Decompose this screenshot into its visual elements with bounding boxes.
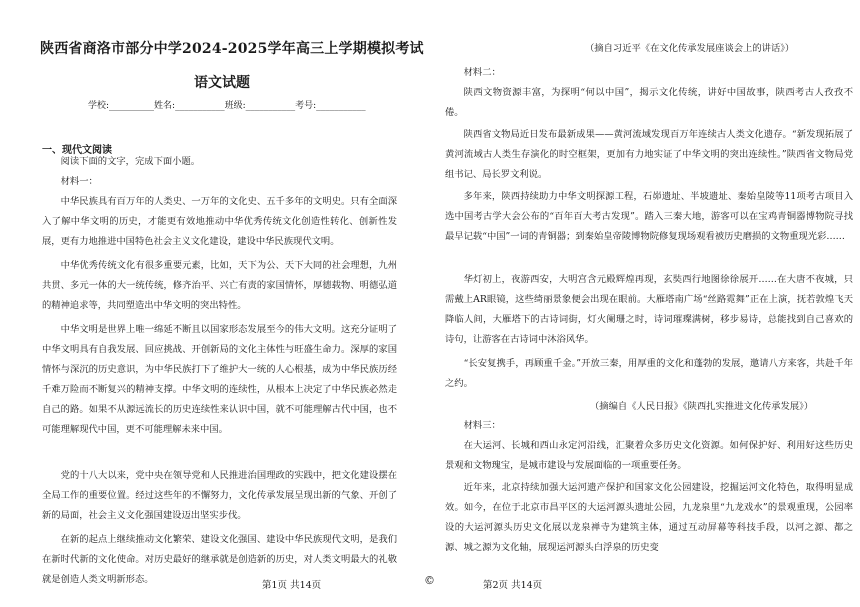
- section-heading: 一、现代文阅读: [42, 145, 112, 156]
- student-info-line: 学校:__________姓名:___________班级:___________考号:___________: [88, 101, 366, 111]
- material2-paragraph: “长安复携手，再顾重千金。”开放三秦，用厚重的文化和蓬勃的发展，邀请八方来客，共赴千年之约。: [445, 358, 853, 389]
- instruction-text: 阅读下面的文字，完成下面小题。: [60, 156, 201, 167]
- material3-paragraph: 在大运河、长城和西山永定河沿线，汇聚着众多历史文化资源。如何保护好、利用好这些历史景观和文物瑰宝，是城市建设与发展面临的一项重要任务。: [445, 440, 853, 471]
- material2-paragraph: 多年来，陕西持续助力中华文明探源工程，石峁遗址、半坡遗址、秦始皇陵等11项考古项目入选中国考古学大会公布的“百年百大考古发现”。踏入三秦大地，游客可以在宝鸡青铜器博物院寻找最早记载“中国”一词的青铜器；到秦始皇帝陵博物院修复现场观看被历史磨损的文物重现光彩……: [445, 191, 853, 242]
- material1-label: 材料一：: [60, 176, 98, 187]
- page-footer: 第1页 共14页: [262, 580, 322, 591]
- source-citation: （摘自习近平《在文化传承发展座谈会上的讲话》）: [585, 43, 795, 54]
- right-page: [430, 0, 860, 607]
- copyright-icon: ©: [424, 574, 435, 587]
- material1-paragraph: 党的十八大以来，党中央在领导党和人民推进治国理政的实践中，把文化建设摆在全局工作的重要位置。经过这些年的不懈努力，文化传承发展呈现出新的气象、开创了新的局面，社会主义文化强国建设迈出坚实步伐。: [42, 470, 397, 521]
- source-citation: （摘编自《人民日报》《陕西扎实推进文化传承发展》）: [590, 401, 814, 412]
- exam-subtitle: 语文试题: [194, 75, 250, 91]
- material1-paragraph: 在新的起点上继续推动文化繁荣、建设文化强国、建设中华民族现代文明，是我们在新时代新的文化使命。对历史最好的继承就是创造新的历史，对人类文明最大的礼敬就是创造人类文明新形态。: [42, 534, 397, 585]
- material1-paragraph: 中华文明是世界上唯一绵延不断且以国家形态发展至今的伟大文明。这充分证明了中华文明具有自我发展、回应挑战、开创新局的文化主体性与旺盛生命力。深厚的家国情怀与深沉的历史意识，为中华民族打下了维护大一统的人心根基，成为中华民族历经千难万险而不断复兴的精神支撑。中华文明的连续性，从根本上决定了中华民族必然走自己的路。如果不从源远流长的历史连续性来认识中国，就不可能理解古代中国，也不可能理解现代中国，更不可能理解未来中国。: [42, 324, 397, 435]
- material2-paragraph: 陕西省文物局近日发布最新成果——黄河流域发现百万年连续古人类文化遗存。“新发现拓展了黄河流域古人类生存演化的时空框架，更加有力地实证了中华文明的突出连续性。”陕西省文物局党组书记、局长罗文利说。: [445, 129, 853, 180]
- exam-title: 陕西省商洛市部分中学2024-2025学年高三上学期模拟考试: [40, 41, 424, 57]
- material3-label: 材料三：: [463, 420, 501, 431]
- page-footer: 第2页 共14页: [483, 580, 543, 591]
- material2-paragraph: 华灯初上，夜游西安，大明宫含元殿辉煌再现，玄奘西行地图徐徐展开……在大唐不夜城，只需戴上AR眼镜，这些绮丽景象便会出现在眼前。大雁塔南广场“丝路霓舞”正在上演，抚若敦煌飞天降临人间，大雁塔下的古诗词街，灯火阑珊之时，诗词璀璨满树，移步易诗，总能找到自己喜欢的诗句，让游客在古诗词中沐浴风华。: [445, 274, 853, 345]
- material2-paragraph: 陕西文物资源丰富，为探明“何以中国”，揭示文化传统，讲好中国故事，陕西考古人孜孜不倦。: [445, 87, 853, 118]
- material1-paragraph: 中华优秀传统文化有很多重要元素，比如，天下为公、天下大同的社会理想，九州共贯、多元一体的大一统传统，修齐治平、兴亡有责的家国情怀，厚德载物、明德弘道的精神追求等，共同塑造出中华文明的突出特性。: [42, 260, 397, 311]
- material3-paragraph: 近年来，北京持续加强大运河遗产保护和国家文化公园建设，挖掘运河文化特色，取得明显成效。如今，在位于北京市昌平区的大运河源头遗址公园，九龙泉里“九龙戏水”的景观重现，公园率设的大运河源头历史文化展以龙泉禅寺为建筑主体，通过互动屏幕等科技手段，以河之源、都之源、城之源为文化轴，展现运河源头白浮泉的历史变: [445, 482, 853, 553]
- material2-label: 材料二：: [463, 67, 501, 78]
- material1-paragraph: 中华民族具有百万年的人类史、一万年的文化史、五千多年的文明史。只有全面深入了解中华文明的历史，才能更有效地推动中华优秀传统文化创造性转化、创新性发展，更有力地推进中国特色社会主义文化建设，建设中华民族现代文明。: [42, 196, 397, 247]
